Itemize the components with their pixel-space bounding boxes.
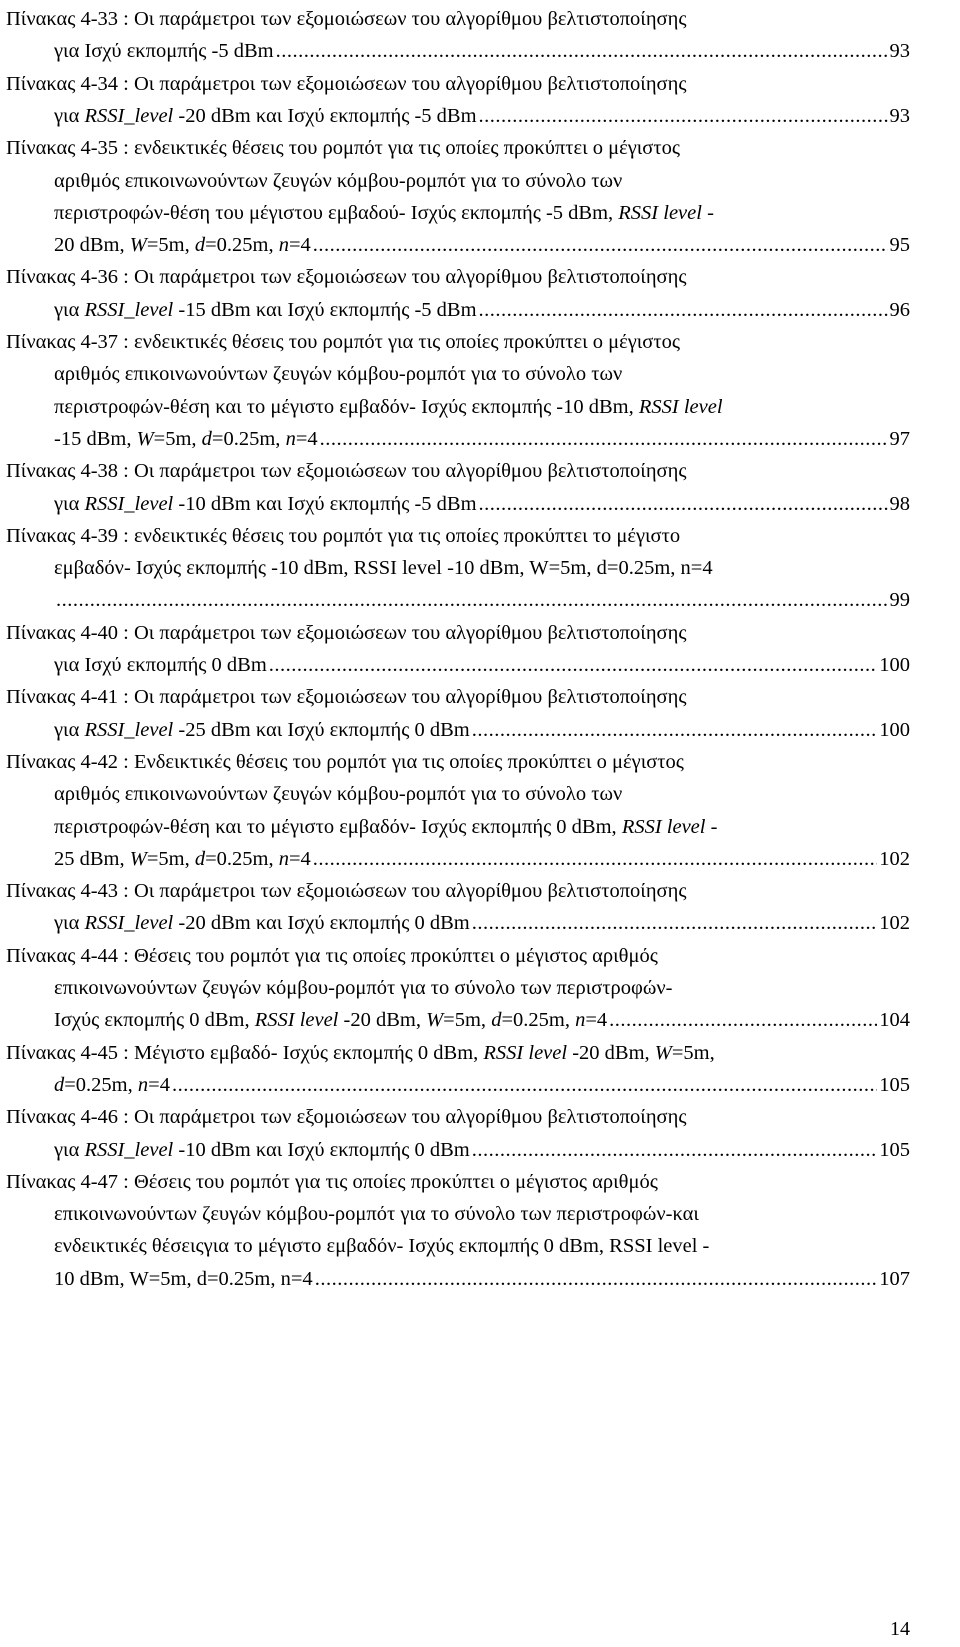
toc-line — [54, 1230, 910, 1262]
toc-italic-text: RSSI_level — [84, 298, 174, 321]
toc-line — [54, 100, 910, 132]
toc-line — [6, 1166, 910, 1198]
toc-text: επικοινωνούντων ζευγών κόμβου-ρομπότ για το σύνολο των περιστροφών-και — [54, 1203, 699, 1226]
toc-page-number[interactable]: 105 — [879, 1138, 910, 1161]
toc-line — [54, 714, 910, 746]
toc-line — [6, 1101, 910, 1133]
toc-text: =0.25m, — [205, 234, 279, 257]
toc-page-number[interactable]: 100 — [879, 718, 910, 741]
toc-italic-text: RSSI_level — [84, 912, 174, 935]
toc-text: Πίνακας 4-39 : ενδεικτικές θέσεις του ρομπότ για τις οποίες προκύπτει το μέγιστο — [6, 524, 681, 547]
toc-line — [54, 1263, 910, 1295]
toc-page-number[interactable]: 102 — [879, 912, 910, 935]
toc-line-text — [54, 649, 267, 681]
toc-text: για — [54, 104, 85, 127]
toc-italic-text: n — [575, 1009, 586, 1032]
toc-line — [54, 1004, 910, 1036]
toc-text: για Ισχύ εκπομπής -5 dBm — [54, 40, 274, 63]
toc-text: Ισχύς εκπομπής 0 dBm, — [54, 1009, 255, 1032]
toc-text: =4 — [148, 1073, 170, 1096]
toc-leader-dots — [170, 1069, 877, 1101]
toc-text: -25 dBm και Ισχύ εκπομπής 0 dBm — [173, 718, 470, 741]
toc-text: Πίνακας 4-41 : Οι παράμετροι των εξομοιώσεων του αλγορίθμου βελτιστοποίησης — [6, 686, 687, 709]
toc-italic-text: W — [654, 1041, 672, 1064]
toc-line-text — [6, 326, 680, 358]
toc-line — [54, 1069, 910, 1101]
toc-text: για — [54, 298, 85, 321]
toc-text: -15 dBm, — [54, 427, 137, 450]
page-number: 14 — [890, 1618, 910, 1640]
toc-text: Πίνακας 4-46 : Οι παράμετροι των εξομοιώσεων του αλγορίθμου βελτιστοποίησης — [6, 1106, 687, 1129]
toc-text: -20 dBm και Ισχύ εκπομπής -5 dBm — [173, 104, 477, 127]
toc-text: ενδεικτικές θέσειςγια το μέγιστο εμβαδόν- Ισχύς εκπομπής 0 dBm, RSSI level - — [54, 1235, 710, 1258]
toc-text: 20 dBm, — [54, 234, 130, 257]
toc-line-text — [54, 778, 622, 810]
toc-text: -15 dBm και Ισχύ εκπομπής -5 dBm — [173, 298, 477, 321]
toc-italic-text: W — [136, 427, 154, 450]
toc-line-text — [54, 972, 672, 1004]
toc-leader-dots — [311, 843, 877, 875]
toc-text: περιστροφών-θέση του μέγιστου εμβαδού- Ισχύς εκπομπής -5 dBm, — [54, 201, 619, 224]
toc-leader-dots — [274, 35, 888, 67]
toc-italic-text: RSSI level — [618, 201, 702, 224]
toc-line — [54, 294, 910, 326]
toc-line-text — [54, 907, 470, 939]
toc-text: 10 dBm, W=5m, d=0.25m, n=4 — [54, 1267, 313, 1290]
toc-text: =0.25m, — [501, 1009, 576, 1032]
toc-line-text — [54, 35, 274, 67]
toc-text: -20 dBm, — [338, 1009, 427, 1032]
toc-italic-text: RSSI level — [621, 815, 706, 838]
toc-line-text — [54, 423, 318, 455]
toc-text: για Ισχύ εκπομπής 0 dBm — [54, 654, 267, 676]
toc-italic-text: d — [54, 1073, 65, 1096]
toc-italic-text: n — [278, 847, 289, 870]
toc-text: εμβαδόν- Ισχύς εκπομπής -10 dBm, RSSI level -10 dBm, W=5m, d=0.25m, n=4 — [54, 557, 713, 580]
toc-page-number[interactable]: 100 — [879, 654, 910, 676]
toc-text: Πίνακας 4-44 : Θέσεις του ρομπότ για τις οποίες προκύπτει ο μέγιστος αριθμός — [6, 944, 658, 967]
toc-line-text — [54, 714, 470, 746]
toc-leader-dots — [477, 100, 888, 132]
toc-leader-dots — [470, 1134, 878, 1166]
toc-line — [54, 488, 910, 520]
toc-line-text — [54, 843, 311, 875]
toc-line — [6, 617, 910, 649]
toc-line-text — [54, 358, 622, 390]
toc-text: =0.25m, — [211, 427, 286, 450]
toc-text: =0.25m, — [205, 847, 279, 870]
toc-text: για — [54, 492, 85, 515]
toc-text: περιστροφών-θέση και το μέγιστο εμβαδόν- Ισχύς εκπομπής -10 dBm, — [54, 395, 639, 418]
toc-line — [6, 1037, 910, 1069]
toc-line — [6, 261, 910, 293]
toc-line-text — [54, 488, 477, 520]
toc-line-text — [54, 1004, 607, 1036]
toc-line — [6, 68, 910, 100]
toc-text: Πίνακας 4-43 : Οι παράμετροι των εξομοιώσεων του αλγορίθμου βελτιστοποίησης — [6, 880, 687, 903]
toc-line-text — [54, 1134, 470, 1166]
toc-text: Πίνακας 4-38 : Οι παράμετροι των εξομοιώσεων του αλγορίθμου βελτιστοποίησης — [6, 460, 687, 483]
toc-leader-dots — [311, 229, 888, 261]
toc-line-text — [6, 940, 658, 972]
toc-text: =5m, — [146, 847, 195, 870]
toc-text: Πίνακας 4-33 : Οι παράμετροι των εξομοιώσεων του αλγορίθμου βελτιστοποίησης — [6, 8, 687, 30]
toc-line-text — [6, 1101, 686, 1133]
toc-italic-text: RSSI_level — [84, 1138, 174, 1161]
toc-line — [54, 584, 910, 616]
toc-line — [6, 132, 910, 164]
toc-leader-dots — [470, 907, 878, 939]
toc-line — [54, 907, 910, 939]
toc-text: =0.25m, — [64, 1073, 138, 1096]
toc-line — [54, 391, 910, 423]
toc-line-text — [54, 1263, 313, 1295]
toc-line — [54, 423, 910, 455]
toc-italic-text: W — [129, 234, 147, 257]
toc-line-text — [6, 681, 686, 713]
toc-line-text — [54, 294, 477, 326]
toc-page-number[interactable]: 98 — [889, 492, 910, 515]
toc-text: για — [54, 1138, 85, 1161]
toc-leader-dots — [470, 714, 878, 746]
toc-line-text — [54, 552, 713, 584]
toc-line-text — [54, 1230, 709, 1262]
toc-line-text — [6, 875, 686, 907]
toc-text: =5m, — [146, 234, 195, 257]
toc-line-text — [6, 455, 686, 487]
toc-line — [54, 1198, 910, 1230]
toc-line-text — [6, 132, 680, 164]
toc-italic-text: RSSI_level — [84, 492, 174, 515]
toc-line-text — [54, 197, 714, 229]
toc-italic-text: d — [194, 234, 206, 257]
toc-italic-text: n — [285, 427, 296, 450]
toc-line-text — [54, 1069, 170, 1101]
toc-line — [54, 552, 910, 584]
toc-page-number[interactable]: 99 — [889, 589, 910, 612]
toc-line — [6, 681, 910, 713]
toc-page-number[interactable]: 95 — [889, 234, 910, 257]
toc-italic-text: RSSI level — [254, 1009, 339, 1032]
toc-text: =4 — [288, 847, 311, 870]
toc-italic-text: RSSI level — [638, 395, 723, 418]
toc-leader-dots — [54, 584, 888, 616]
toc-leader-dots — [477, 294, 888, 326]
toc-text: αριθμός επικοινωνούντων ζευγών κόμβου-ρομπότ για το σύνολο των — [54, 783, 623, 806]
toc-page-number[interactable]: 105 — [879, 1073, 910, 1096]
toc-text: Πίνακας 4-42 : Ενδεικτικές θέσεις του ρομπότ για τις οποίες προκύπτει ο μέγιστος — [6, 750, 684, 773]
toc-line — [54, 1134, 910, 1166]
toc-leader-dots — [313, 1263, 878, 1295]
toc-line — [6, 940, 910, 972]
toc-line — [6, 3, 910, 35]
toc-line-text — [6, 746, 684, 778]
toc-line — [6, 520, 910, 552]
toc-text: επικοινωνούντων ζευγών κόμβου-ρομπότ για το σύνολο των περιστροφών- — [54, 977, 673, 999]
toc-line — [54, 165, 910, 197]
toc-text: -20 dBm και Ισχύ εκπομπής 0 dBm — [173, 912, 470, 935]
toc-line — [54, 972, 910, 1004]
toc-text: Πίνακας 4-37 : ενδεικτικές θέσεις του ρομπότ για τις οποίες προκύπτει ο μέγιστος — [6, 331, 680, 353]
toc-text: -20 dBm, — [567, 1041, 655, 1064]
toc-line — [54, 649, 910, 681]
toc-page-number[interactable]: 97 — [889, 427, 910, 450]
toc-leader-dots — [607, 1004, 877, 1036]
toc-italic-text: d — [491, 1009, 502, 1032]
toc-line — [54, 35, 910, 67]
toc-text: Πίνακας 4-36 : Οι παράμετροι των εξομοιώσεων του αλγορίθμου βελτιστοποίησης — [6, 266, 687, 289]
toc-line — [54, 811, 910, 843]
toc-page-number[interactable]: 96 — [889, 298, 910, 321]
toc-text: =4 — [585, 1009, 608, 1032]
toc-line-text — [6, 1037, 715, 1069]
toc-text: Πίνακας 4-35 : ενδεικτικές θέσεις του ρομπότ για τις οποίες προκύπτει ο μέγιστος — [6, 137, 680, 160]
toc-text: Πίνακας 4-47 : Θέσεις του ρομπότ για τις οποίες προκύπτει ο μέγιστος αριθμός — [6, 1170, 658, 1193]
toc-leader-dots — [477, 488, 888, 520]
toc-text: =5m, — [671, 1041, 715, 1064]
toc-line — [54, 843, 910, 875]
toc-line-text — [54, 229, 311, 261]
toc-italic-text: RSSI_level — [84, 104, 174, 127]
toc-text: για — [54, 718, 85, 741]
toc-italic-text: n — [137, 1073, 149, 1096]
toc-italic-text: RSSI level — [483, 1041, 568, 1064]
toc-line-text — [6, 1166, 658, 1198]
toc-page-number[interactable]: 104 — [879, 1009, 910, 1032]
toc-text: 25 dBm, — [54, 847, 130, 870]
toc-line-text — [6, 520, 680, 552]
toc-line — [54, 778, 910, 810]
toc-line-text — [54, 811, 717, 843]
toc-italic-text: W — [426, 1009, 444, 1032]
toc-text: περιστροφών-θέση και το μέγιστο εμβαδόν- Ισχύς εκπομπής 0 dBm, — [54, 815, 622, 838]
toc-line-text — [54, 100, 477, 132]
toc-line-text — [6, 261, 686, 293]
toc-text: - — [701, 201, 714, 224]
toc-text: -10 dBm και Ισχύ εκπομπής 0 dBm — [173, 1138, 470, 1161]
toc-text: - — [705, 815, 718, 838]
toc-text: Πίνακας 4-40 : Οι παράμετροι των εξομοιώσεων του αλγορίθμου βελτιστοποίησης — [6, 621, 687, 644]
toc-line — [6, 326, 910, 358]
toc-page-number[interactable]: 102 — [879, 847, 910, 870]
toc-line — [6, 746, 910, 778]
toc-text: αριθμός επικοινωνούντων ζευγών κόμβου-ρομπότ για το σύνολο των — [54, 169, 623, 192]
toc-line — [54, 229, 910, 261]
toc-italic-text: W — [129, 847, 147, 870]
toc-text: -10 dBm και Ισχύ εκπομπής -5 dBm — [173, 492, 477, 515]
toc-italic-text: RSSI_level — [84, 718, 174, 741]
toc-line — [54, 358, 910, 390]
toc-text: Πίνακας 4-34 : Οι παράμετροι των εξομοιώσεων του αλγορίθμου βελτιστοποίησης — [6, 72, 687, 95]
toc-line-text — [6, 68, 686, 100]
toc-leader-dots — [318, 423, 888, 455]
toc-text: Πίνακας 4-45 : Μέγιστο εμβαδό- Ισχύς εκπομπής 0 dBm, — [6, 1041, 484, 1064]
toc-page-number[interactable]: 93 — [889, 104, 910, 127]
toc-italic-text: d — [201, 427, 212, 450]
toc-line-text — [54, 165, 622, 197]
toc-line-text — [6, 617, 686, 649]
toc-line — [54, 197, 910, 229]
toc-line-text — [54, 1198, 699, 1230]
toc-italic-text: n — [278, 234, 289, 257]
toc-text: αριθμός επικοινωνούντων ζευγών κόμβου-ρομπότ για το σύνολο των — [54, 363, 623, 386]
toc-text: =4 — [295, 427, 318, 450]
toc-line-text — [6, 3, 686, 35]
toc-italic-text: d — [194, 847, 206, 870]
toc-leader-dots — [267, 649, 877, 681]
toc-text: =5m, — [153, 427, 202, 450]
toc-text: για — [54, 912, 85, 935]
toc-page-number[interactable]: 93 — [889, 40, 910, 63]
toc-line-text — [54, 391, 723, 423]
toc-text: =5m, — [443, 1009, 492, 1032]
toc-page-number[interactable]: 107 — [879, 1267, 910, 1290]
toc-line — [6, 455, 910, 487]
toc-text: =4 — [288, 234, 311, 257]
toc-line — [6, 875, 910, 907]
